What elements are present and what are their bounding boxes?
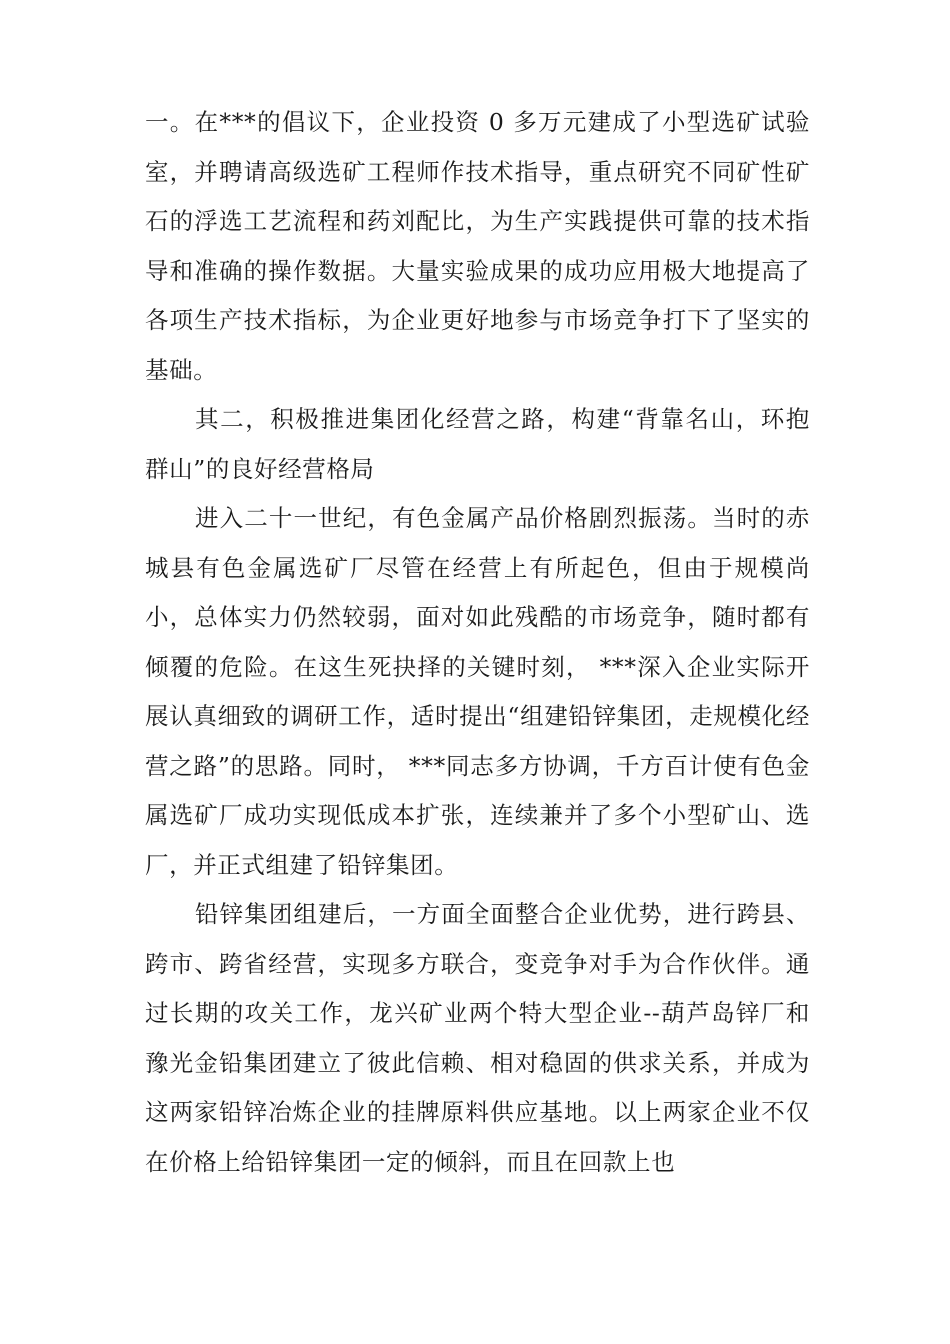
paragraph-1: 一。在***的倡议下，企业投资 0 多万元建成了小型选矿试验室，并聘请高级选矿工程师作技术指导，重点研究不同矿性矿石的浮选工艺流程和药刘配比，为生产实践提供可靠的技术指导和准确的操作数据。大量实验成果的成功应用极大地提高了各项生产技术指标，为企业更好地参与市场竞争打下了坚实的基础。 bbox=[145, 108, 810, 384]
document-body bbox=[145, 98, 810, 1187]
paragraph-3: 进入二十一世纪，有色金属产品价格剧烈振荡。当时的赤城县有色金属选矿厂尽管在经营上有所起色，但由于规模尚小，总体实力仍然较弱，面对如此残酷的市场竞争，随时都有倾覆的危险。在这生死抉择的关键时刻， ***深入企业实际开展认真细致的调研工作，适时提出“组建铅锌集团，走规模化经营之路”的思路。同时， ***同志多方协调，千方百计使有色金属选矿厂成功实现低成本扩张，连续兼并了多个小型矿山、选厂，并正式组建了铅锌集团。 bbox=[145, 504, 810, 879]
paragraph-2: 其二，积极推进集团化经营之路，构建“背靠名山，环抱群山”的良好经营格局 bbox=[145, 405, 810, 483]
paragraph-4: 铅锌集团组建后，一方面全面整合企业优势，进行跨县、跨市、跨省经营，实现多方联合，变竞争对手为合作伙伴。通过长期的攻关工作，龙兴矿业两个特大型企业--葫芦岛锌厂和豫光金铅集团建立了彼此信赖、相对稳固的供求关系，并成为这两家铅锌冶炼企业的挂牌原料供应基地。以上两家企业不仅在价格上给铅锌集团一定的倾斜，而且在回款上也 bbox=[145, 900, 810, 1176]
